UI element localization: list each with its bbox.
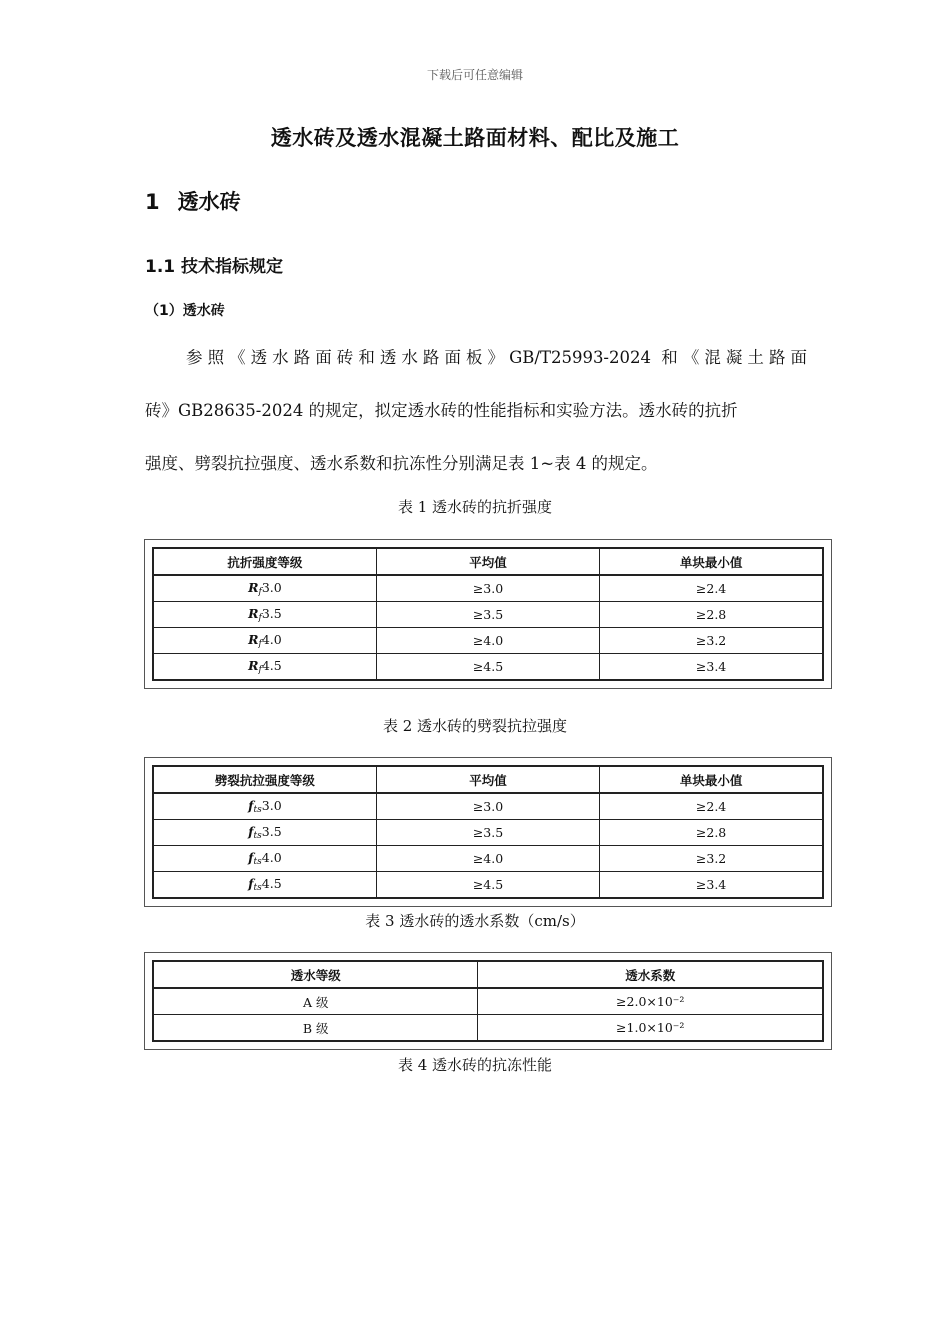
grade-cell: $R_f3.5$	[153, 602, 376, 628]
avg-cell: ≥4.5	[376, 872, 599, 899]
avg-cell: ≥3.5	[376, 820, 599, 846]
min-cell: ≥2.4	[600, 793, 823, 820]
paragraph-line-1	[145, 344, 807, 368]
table-header-row	[153, 766, 823, 793]
min-cell: ≥3.4	[600, 654, 823, 681]
grade-cell: $R_f4.5$	[153, 654, 376, 681]
table1-frame	[144, 539, 832, 689]
paragraph-line-3: 强度、劈裂抗拉强度、透水系数和抗冻性分别满足表 1~表 4 的规定。	[145, 454, 658, 473]
table-row	[153, 654, 823, 681]
table-row	[153, 602, 823, 628]
grade-cell: $f_{ts}3.5$	[153, 820, 376, 846]
document-title: 透水砖及透水混凝土路面材料、配比及施工	[270, 125, 680, 150]
table-row	[153, 872, 823, 899]
table-header-cell: 单块最小值	[600, 766, 823, 793]
value-cell: ≥1.0×10⁻²	[478, 1015, 823, 1042]
min-cell: ≥2.4	[600, 575, 823, 602]
value-cell: ≥2.0×10⁻²	[478, 988, 823, 1015]
subsection-heading: （1）透水砖	[145, 303, 225, 319]
avg-cell: ≥4.0	[376, 846, 599, 872]
table4-caption: 表 4 透水砖的抗冻性能	[397, 1056, 553, 1074]
table-row	[153, 575, 823, 602]
table-header-cell: 平均值	[376, 766, 599, 793]
table-header-cell: 单块最小值	[600, 548, 823, 575]
section-heading-1-1: 1.1 技术指标规定	[145, 257, 284, 277]
min-cell: ≥3.2	[600, 628, 823, 654]
table-header-cell: 抗折强度等级	[153, 548, 376, 575]
table2	[152, 765, 824, 899]
avg-cell: ≥4.5	[376, 654, 599, 681]
table1-caption: 表 1 透水砖的抗折强度	[397, 498, 553, 516]
table-row	[153, 1015, 823, 1042]
grade-cell: $R_f3.0$	[153, 575, 376, 602]
table-header-cell: 透水系数	[478, 961, 823, 988]
table-header-cell: 透水等级	[153, 961, 478, 988]
grade-cell: $f_{ts}4.5$	[153, 872, 376, 899]
section-number: 1	[145, 190, 160, 214]
grade-cell: A 级	[153, 988, 478, 1015]
table-header-row	[153, 548, 823, 575]
min-cell: ≥3.2	[600, 846, 823, 872]
grade-cell: $f_{ts}4.0$	[153, 846, 376, 872]
table-header-cell: 劈裂抗拉强度等级	[153, 766, 376, 793]
min-cell: ≥2.8	[600, 602, 823, 628]
table-row	[153, 820, 823, 846]
table2-caption: 表 2 透水砖的劈裂抗拉强度	[382, 717, 568, 735]
paragraph-line-1-text: 参照《透水路面砖和透水路面板》GB/T25993-2024 和《混凝土路面	[181, 348, 807, 367]
table-header-cell: 平均值	[376, 548, 599, 575]
table2-frame	[144, 757, 832, 907]
table-row	[153, 988, 823, 1015]
avg-cell: ≥3.5	[376, 602, 599, 628]
table1	[152, 547, 824, 681]
paragraph-line-2: 砖》GB28635-2024 的规定，拟定透水砖的性能指标和实验方法。透水砖的抗折	[145, 401, 738, 420]
min-cell: ≥3.4	[600, 872, 823, 899]
avg-cell: ≥4.0	[376, 628, 599, 654]
grade-cell: $R_f4.0$	[153, 628, 376, 654]
grade-cell: $f_{ts}3.0$	[153, 793, 376, 820]
table3-frame	[144, 952, 832, 1050]
grade-cell: B 级	[153, 1015, 478, 1042]
table-row	[153, 793, 823, 820]
avg-cell: ≥3.0	[376, 793, 599, 820]
section-label: 透水砖	[177, 190, 241, 214]
header-note: 下载后可任意编辑	[426, 68, 523, 82]
table-header-row	[153, 961, 823, 988]
min-cell: ≥2.8	[600, 820, 823, 846]
table-row	[153, 846, 823, 872]
table-row	[153, 628, 823, 654]
table3-caption: 表 3 透水砖的透水系数（cm/s）	[365, 912, 585, 930]
table3	[152, 960, 824, 1042]
section-heading-1	[145, 186, 241, 216]
avg-cell: ≥3.0	[376, 575, 599, 602]
